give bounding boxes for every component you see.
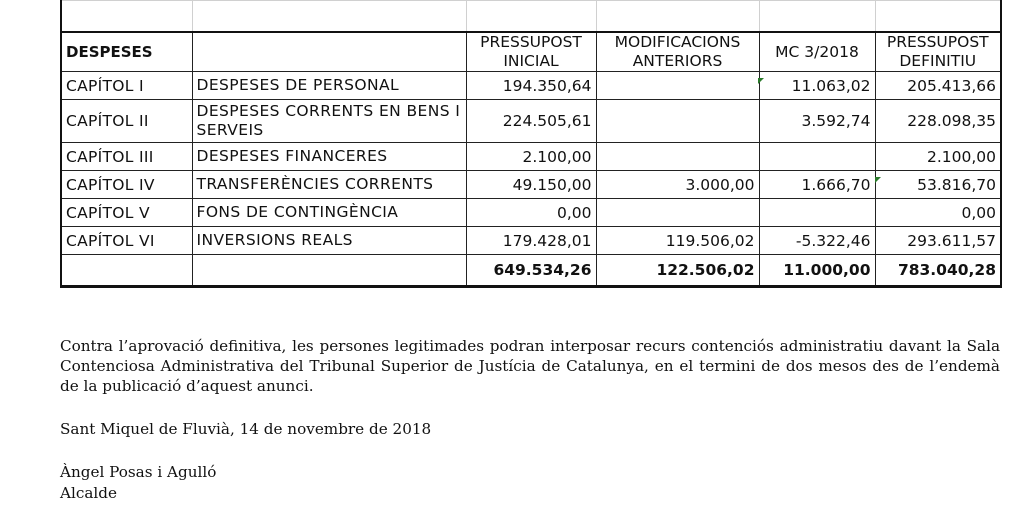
signer-role: Alcalde [60, 484, 117, 502]
mc-cell: 3.592,74 [759, 100, 875, 143]
previous-cell: 3.000,00 [596, 171, 759, 199]
final-cell: 205.413,66 [875, 72, 1001, 100]
initial-cell: 194.350,64 [466, 72, 596, 100]
table-row [61, 171, 1001, 199]
previous-cell [596, 100, 759, 143]
totals-empty [61, 255, 192, 287]
totals-empty [192, 255, 466, 287]
final-cell: 228.098,35 [875, 100, 1001, 143]
header-mc: MC 3/2018 [759, 32, 875, 72]
initial-cell: 2.100,00 [466, 143, 596, 171]
table-row [61, 100, 1001, 143]
header-previous: MODIFICACIONS ANTERIORS [596, 32, 759, 72]
comment-marker [875, 177, 881, 183]
final-cell: 2.100,00 [875, 143, 1001, 171]
notice-paragraph: Contra l’aprovació definitiva, les persones legitimades podran interposar recurs contenciós administratiu davant la Sala Contenciosa Administrativa del Tribunal Superior de Justícia de Catalunya, en el termini de dos mesos des de l’endemà de la publicació d’aquest anunci. [60, 337, 1000, 395]
chapter-cell: CAPÍTOL IV [61, 171, 192, 199]
budget-table [60, 0, 1002, 288]
description-cell: DESPESES DE PERSONAL [192, 72, 466, 100]
mc-cell: -5.322,46 [759, 227, 875, 255]
total-mc: 11.000,00 [759, 255, 875, 287]
place-date: Sant Miquel de Fluvià, 14 de novembre de 2018 [60, 420, 432, 438]
description-cell: TRANSFERÈNCIES CORRENTS [192, 171, 466, 199]
totals-row [61, 255, 1001, 287]
chapter-cell: CAPÍTOL I [61, 72, 192, 100]
chapter-cell: CAPÍTOL VI [61, 227, 192, 255]
description-cell: FONS DE CONTINGÈNCIA [192, 199, 466, 227]
header-row [61, 32, 1001, 72]
initial-cell: 179.428,01 [466, 227, 596, 255]
description-cell: DESPESES CORRENTS EN BENS I SERVEIS [192, 100, 466, 143]
previous-cell [596, 72, 759, 100]
table-row [61, 199, 1001, 227]
previous-cell [596, 199, 759, 227]
initial-cell: 0,00 [466, 199, 596, 227]
header-label: DESPESES [61, 32, 192, 72]
previous-cell [596, 143, 759, 171]
blank-row [61, 1, 1001, 33]
header-initial: PRESSUPOST INICIAL [466, 32, 596, 72]
mc-cell [759, 143, 875, 171]
comment-marker [758, 78, 764, 84]
table-row [61, 72, 1001, 100]
signer-name: Àngel Posas i Agulló [60, 463, 217, 481]
final-cell: 293.611,57 [875, 227, 1001, 255]
table-row [61, 143, 1001, 171]
chapter-cell: CAPÍTOL V [61, 199, 192, 227]
chapter-cell: CAPÍTOL II [61, 100, 192, 143]
total-initial: 649.534,26 [466, 255, 596, 287]
total-final: 783.040,28 [875, 255, 1001, 287]
mc-cell: 11.063,02 [759, 72, 875, 100]
final-cell: 0,00 [875, 199, 1001, 227]
description-cell: DESPESES FINANCERES [192, 143, 466, 171]
initial-cell: 49.150,00 [466, 171, 596, 199]
total-previous: 122.506,02 [596, 255, 759, 287]
previous-cell: 119.506,02 [596, 227, 759, 255]
header-empty [192, 32, 466, 72]
description-cell: INVERSIONS REALS [192, 227, 466, 255]
signature-block [60, 462, 216, 504]
mc-cell: 1.666,70 [759, 171, 875, 199]
final-cell: 53.816,70 [875, 171, 1001, 199]
chapter-cell: CAPÍTOL III [61, 143, 192, 171]
mc-cell [759, 199, 875, 227]
table-row [61, 227, 1001, 255]
initial-cell: 224.505,61 [466, 100, 596, 143]
header-final: PRESSUPOST DEFINITIU [875, 32, 1001, 72]
